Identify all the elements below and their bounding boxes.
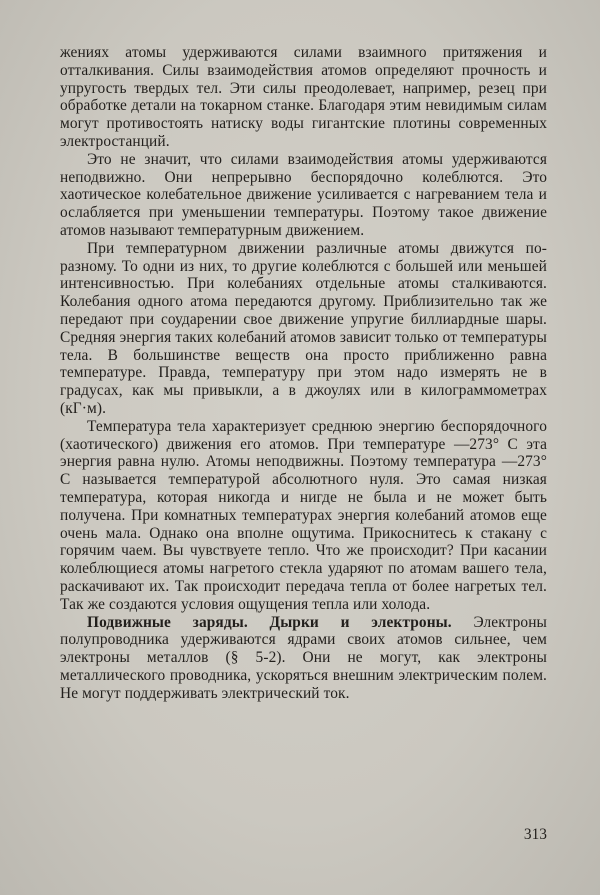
paragraph-absolute-zero: Температура тела характеризует среднюю энергию беспорядочного (хаотического) движения его атомов. При температуре —273° С эта энергия равна нулю. Атомы неподвижны. Поэтому температура —273° С называется температурой абсолютного нуля. Это самая низкая температура, которая никогда и нигде не была и не может быть получена. При комнатных температурах энергия колебаний атомов еще очень мала. Однако она вполне ощутима. Прикоснитесь к стакану с горячим чаем. Вы чувствуете тепло. Что же происходит? При касании колеблющиеся атомы нагретого стекла ударяют по атомам вашего тела, раскачивают их. Так происходит передача тепла от более нагретых тел. Так же создаются условия ощущения тепла или холода. — [60, 417, 547, 613]
paragraph-thermal-motion: Это не значит, что силами взаимодействия атомы удерживаются неподвижно. Они непрерывно беспорядочно колеблются. Это хаотическое колебательное движение усиливается с нагреванием тела и ослабляется при уменьшении температуры. Поэтому такое движение атомов называют температурным движением. — [60, 150, 547, 239]
section-body-text: Электроны полупроводника удерживаются ядрами своих атомов сильнее, чем электроны металлов (§ 5-2). Они не могут, как электроны металлического проводника, ускоряться внешним электрическим полем. Не могут поддерживать электрический ток. — [60, 613, 547, 702]
page-number: 313 — [523, 826, 547, 843]
paragraph-atom-collisions: При температурном движении различные атомы движутся по-разному. То одни из них, то другие колеблются с большей или меньшей интенсивностью. При колебаниях отдельные атомы сталкиваются. Колебания одного атома передаются другому. Приблизительно так же передают при соударении свое движение упругие биллиардные шары. Средняя энергия таких колебаний атомов зависит только от температуры тела. В большинстве веществ она просто приближенно равна температуре. Правда, температуру при этом надо измерять не в градусах, как мы привыкли, а в джоулях или в килограммометрах (кГ·м). — [60, 239, 547, 417]
section-heading: Подвижные заряды. Дырки и электроны. — [87, 613, 452, 631]
text-column — [60, 44, 547, 702]
paragraph-continuation: жениях атомы удерживаются силами взаимного притяжения и отталкивания. Силы взаимодействия атомов определяют прочность и упругость твердых тел. Эти силы преодолевает, например, резец при обработке детали на токарном станке. Благодаря этим невидимым силам могут противостоять натиску воды гигантские плотины современных электростанций. — [60, 44, 547, 150]
paragraph-mobile-charges — [60, 614, 547, 703]
